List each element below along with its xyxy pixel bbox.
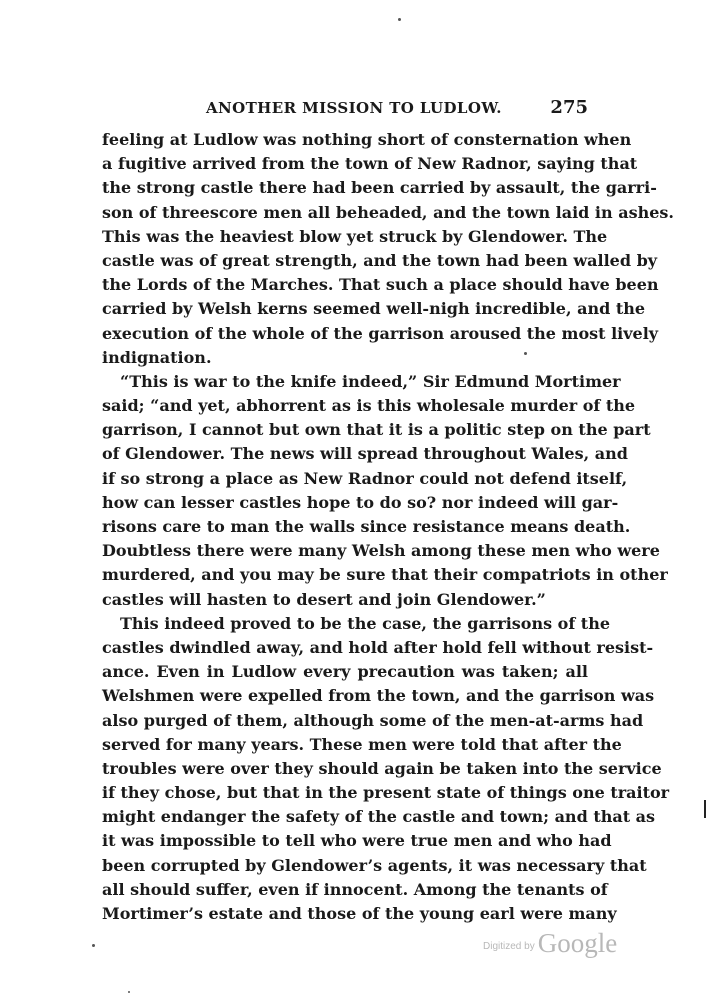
text-line: castles dwindled away, and hold after hold fell without resist- xyxy=(102,637,654,657)
text-line: feeling at Ludlow was nothing short of consternation when xyxy=(102,130,632,149)
page-header xyxy=(100,97,596,121)
text-line: This was the heaviest blow yet struck by Glendower. The xyxy=(102,226,608,246)
text-line: if so strong a place as New Radnor could not defend itself, xyxy=(102,468,628,488)
text-line: Doubtless there were many Welsh among these men who were xyxy=(102,541,660,561)
text-line: castles will hasten to desert and join Glendower.” xyxy=(102,589,546,609)
text-line: murdered, and you may be sure that their compatriots in other xyxy=(102,565,668,585)
watermark-prefix: Digitized by xyxy=(483,941,535,952)
text-line: troubles were over they should again be taken into the service xyxy=(102,758,662,778)
text-line: it was impossible to tell who were true men and who had xyxy=(102,831,612,851)
text-line: a fugitive arrived from the town of New Radnor, saying that xyxy=(102,154,638,174)
text-line: son of threescore men all beheaded, and the town laid in ashes. xyxy=(102,202,674,222)
text-line: castle was of great strength, and the town had been walled by xyxy=(102,250,658,270)
text-line: execution of the whole of the garrison aroused the most lively xyxy=(102,323,659,343)
watermark-brand: Google xyxy=(537,928,618,958)
text-line: risons care to man the walls since resistance means death. xyxy=(102,517,631,536)
text-line: the strong castle there had been carried by assault, the garri- xyxy=(102,178,657,198)
text-line: also purged of them, although some of the men-at-arms had xyxy=(102,710,644,730)
text-line: Welshmen were expelled from the town, and the garrison was xyxy=(102,686,655,706)
body-text xyxy=(102,128,674,926)
text-line: if they chose, but that in the present state of things one traitor xyxy=(102,783,670,803)
text-line: indignation. xyxy=(102,347,212,367)
digitized-watermark xyxy=(483,922,617,958)
text-line: “This is war to the knife indeed,” Sir Edmund Mortimer xyxy=(120,371,621,391)
text-line: ance. Even in Ludlow every precaution was taken; all xyxy=(102,662,588,682)
text-line: served for many years. These men were told that after the xyxy=(102,734,622,754)
scan-speck xyxy=(524,352,527,355)
text-line: of Glendower. The news will spread throughout Wales, and xyxy=(102,444,628,464)
text-line: Mortimer’s estate and those of the young earl were many xyxy=(102,904,617,923)
text-line: This indeed proved to be the case, the garrisons of the xyxy=(120,613,610,633)
page-number: 275 xyxy=(550,97,588,118)
scan-speck xyxy=(128,991,130,993)
margin-mark xyxy=(700,800,706,818)
text-line: been corrupted by Glendower’s agents, it was necessary that xyxy=(102,855,647,875)
scan-speck xyxy=(398,18,401,21)
text-line: how can lesser castles hope to do so? nor indeed will gar- xyxy=(102,492,619,512)
text-line: all should suffer, even if innocent. Among the tenants of xyxy=(102,879,608,899)
text-line: might endanger the safety of the castle and town; and that as xyxy=(102,807,656,827)
text-line: said; “and yet, abhorrent as is this wholesale murder of the xyxy=(102,396,636,416)
text-line: carried by Welsh kerns seemed well-nigh incredible, and the xyxy=(102,299,646,319)
running-head: ANOTHER MISSION TO LUDLOW. xyxy=(206,99,502,117)
scan-speck xyxy=(92,944,95,947)
text-line: the Lords of the Marches. That such a place should have been xyxy=(102,275,659,295)
text-line: garrison, I cannot but own that it is a politic step on the part xyxy=(102,420,651,440)
